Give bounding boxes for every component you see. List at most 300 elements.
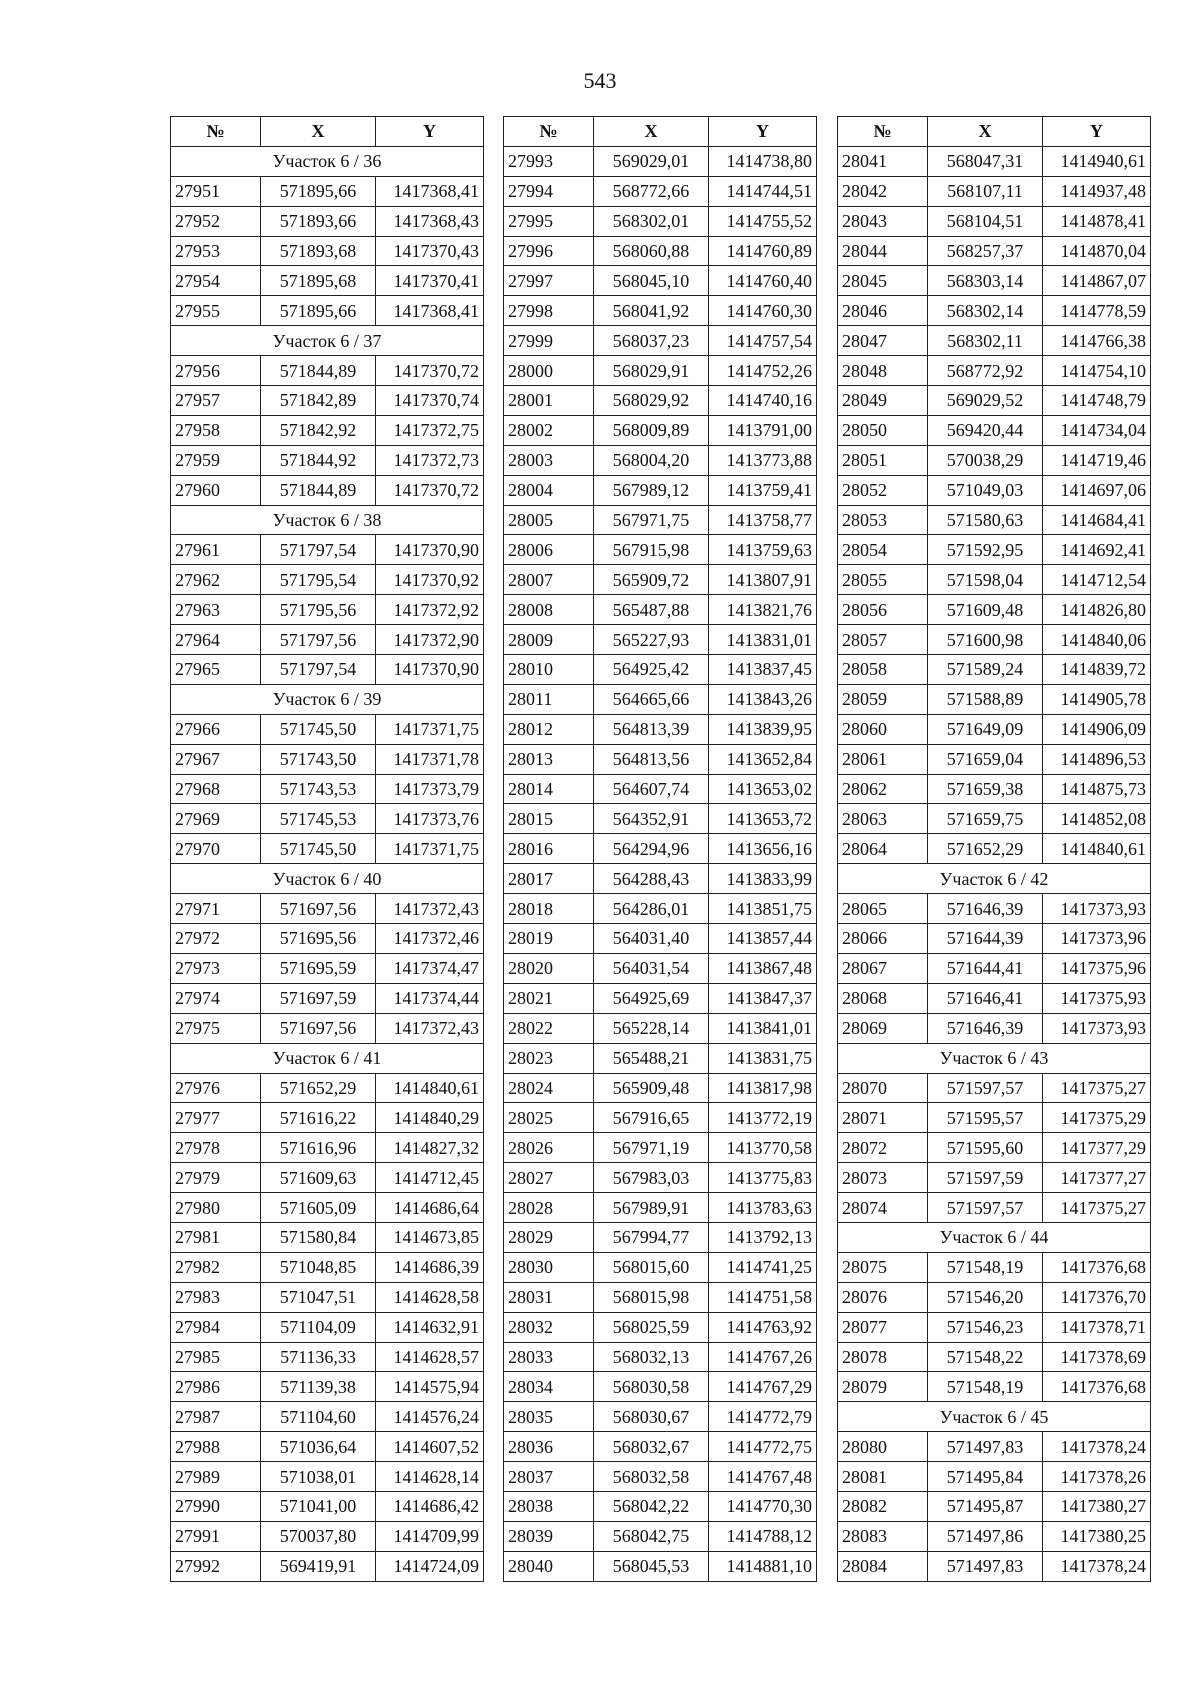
y-coordinate-cell: 1414734,04 xyxy=(1043,415,1151,445)
table-row xyxy=(838,475,1151,505)
x-coordinate-cell: 571595,57 xyxy=(928,1103,1043,1133)
table-row xyxy=(504,983,817,1013)
point-number-cell: 28068 xyxy=(838,983,928,1013)
x-coordinate-cell: 571646,41 xyxy=(928,983,1043,1013)
point-number-cell: 28062 xyxy=(838,774,928,804)
x-coordinate-cell: 571646,39 xyxy=(928,894,1043,924)
table-row xyxy=(171,625,484,655)
y-coordinate-cell: 1417371,75 xyxy=(376,834,484,864)
y-coordinate-cell: 1414940,61 xyxy=(1043,146,1151,176)
y-coordinate-cell: 1417370,41 xyxy=(376,266,484,296)
table-row xyxy=(838,445,1151,475)
point-number-cell: 28022 xyxy=(504,1013,594,1043)
table-row xyxy=(504,655,817,685)
table-row xyxy=(504,296,817,326)
table-row xyxy=(838,1252,1151,1282)
table-row xyxy=(504,684,817,714)
x-coordinate-cell: 571743,53 xyxy=(261,774,376,804)
x-coordinate-cell: 564925,69 xyxy=(594,983,709,1013)
y-coordinate-cell: 1417375,96 xyxy=(1043,953,1151,983)
table-row xyxy=(504,714,817,744)
y-coordinate-cell: 1417380,27 xyxy=(1043,1491,1151,1521)
x-coordinate-cell: 565488,21 xyxy=(594,1043,709,1073)
x-coordinate-cell: 568041,92 xyxy=(594,296,709,326)
point-number-cell: 27996 xyxy=(504,236,594,266)
point-number-cell: 28081 xyxy=(838,1462,928,1492)
table-row xyxy=(171,1252,484,1282)
x-coordinate-cell: 571745,50 xyxy=(261,714,376,744)
point-number-cell: 27990 xyxy=(171,1491,261,1521)
y-coordinate-cell: 1413839,95 xyxy=(709,714,817,744)
y-coordinate-cell: 1417368,41 xyxy=(376,296,484,326)
table-row xyxy=(171,655,484,685)
y-coordinate-cell: 1414755,52 xyxy=(709,206,817,236)
y-coordinate-cell: 1414744,51 xyxy=(709,176,817,206)
point-number-cell: 28037 xyxy=(504,1462,594,1492)
point-number-cell: 28083 xyxy=(838,1521,928,1551)
point-number-cell: 28079 xyxy=(838,1372,928,1402)
y-coordinate-cell: 1413653,02 xyxy=(709,774,817,804)
table-row xyxy=(838,236,1151,266)
x-coordinate-cell: 568042,75 xyxy=(594,1521,709,1551)
y-coordinate-cell: 1414767,48 xyxy=(709,1462,817,1492)
x-coordinate-cell: 571895,68 xyxy=(261,266,376,296)
point-number-cell: 27970 xyxy=(171,834,261,864)
y-coordinate-cell: 1413758,77 xyxy=(709,505,817,535)
x-coordinate-cell: 564925,42 xyxy=(594,655,709,685)
point-number-cell: 27988 xyxy=(171,1432,261,1462)
point-number-cell: 27957 xyxy=(171,386,261,416)
y-coordinate-cell: 1414632,91 xyxy=(376,1312,484,1342)
y-coordinate-cell: 1413791,00 xyxy=(709,415,817,445)
x-coordinate-cell: 568302,01 xyxy=(594,206,709,236)
x-coordinate-cell: 568042,22 xyxy=(594,1491,709,1521)
x-coordinate-cell: 571047,51 xyxy=(261,1282,376,1312)
point-number-cell: 28074 xyxy=(838,1193,928,1223)
section-row xyxy=(838,1402,1151,1432)
point-number-cell: 27975 xyxy=(171,1013,261,1043)
point-number-cell: 27962 xyxy=(171,565,261,595)
coordinates-table-1 xyxy=(170,116,484,1582)
table-row xyxy=(504,1312,817,1342)
point-number-cell: 28056 xyxy=(838,595,928,625)
point-number-cell: 27963 xyxy=(171,595,261,625)
y-coordinate-cell: 1414770,30 xyxy=(709,1491,817,1521)
header-number: № xyxy=(838,117,928,147)
table-row xyxy=(838,1103,1151,1133)
point-number-cell: 27994 xyxy=(504,176,594,206)
y-coordinate-cell: 1413773,88 xyxy=(709,445,817,475)
point-number-cell: 27959 xyxy=(171,445,261,475)
y-coordinate-cell: 1417368,43 xyxy=(376,206,484,236)
point-number-cell: 28014 xyxy=(504,774,594,804)
section-row xyxy=(171,326,484,356)
table-row xyxy=(171,1551,484,1581)
table-row xyxy=(504,1043,817,1073)
x-coordinate-cell: 571616,96 xyxy=(261,1133,376,1163)
x-coordinate-cell: 571609,48 xyxy=(928,595,1043,625)
section-row xyxy=(838,1222,1151,1252)
point-number-cell: 28054 xyxy=(838,535,928,565)
y-coordinate-cell: 1417372,75 xyxy=(376,415,484,445)
x-coordinate-cell: 564286,01 xyxy=(594,894,709,924)
point-number-cell: 27979 xyxy=(171,1163,261,1193)
x-coordinate-cell: 569420,44 xyxy=(928,415,1043,445)
x-coordinate-cell: 571697,56 xyxy=(261,1013,376,1043)
x-coordinate-cell: 571797,54 xyxy=(261,535,376,565)
point-number-cell: 28018 xyxy=(504,894,594,924)
table-row xyxy=(838,505,1151,535)
x-coordinate-cell: 568257,37 xyxy=(928,236,1043,266)
y-coordinate-cell: 1413772,19 xyxy=(709,1103,817,1133)
x-coordinate-cell: 571041,00 xyxy=(261,1491,376,1521)
x-coordinate-cell: 571745,53 xyxy=(261,804,376,834)
table-row xyxy=(171,595,484,625)
y-coordinate-cell: 1417374,47 xyxy=(376,953,484,983)
table-row xyxy=(504,953,817,983)
y-coordinate-cell: 1414692,41 xyxy=(1043,535,1151,565)
table-row xyxy=(504,1462,817,1492)
point-number-cell: 28058 xyxy=(838,655,928,685)
table-row xyxy=(838,1073,1151,1103)
section-title: Участок 6 / 38 xyxy=(171,505,484,535)
table-row xyxy=(504,565,817,595)
y-coordinate-cell: 1413759,63 xyxy=(709,535,817,565)
point-number-cell: 28063 xyxy=(838,804,928,834)
point-number-cell: 28071 xyxy=(838,1103,928,1133)
y-coordinate-cell: 1414712,54 xyxy=(1043,565,1151,595)
x-coordinate-cell: 569029,01 xyxy=(594,146,709,176)
table-row xyxy=(504,1282,817,1312)
table-row xyxy=(838,625,1151,655)
table-row xyxy=(171,894,484,924)
point-number-cell: 27965 xyxy=(171,655,261,685)
x-coordinate-cell: 571646,39 xyxy=(928,1013,1043,1043)
x-coordinate-cell: 567971,19 xyxy=(594,1133,709,1163)
table-row xyxy=(171,1073,484,1103)
y-coordinate-cell: 1414766,38 xyxy=(1043,326,1151,356)
y-coordinate-cell: 1414763,92 xyxy=(709,1312,817,1342)
y-coordinate-cell: 1414937,48 xyxy=(1043,176,1151,206)
table-row xyxy=(504,1402,817,1432)
x-coordinate-cell: 571605,09 xyxy=(261,1193,376,1223)
point-number-cell: 28050 xyxy=(838,415,928,445)
point-number-cell: 28020 xyxy=(504,953,594,983)
y-coordinate-cell: 1413831,01 xyxy=(709,625,817,655)
x-coordinate-cell: 564288,43 xyxy=(594,864,709,894)
x-coordinate-cell: 571844,89 xyxy=(261,356,376,386)
point-number-cell: 28077 xyxy=(838,1312,928,1342)
x-coordinate-cell: 567915,98 xyxy=(594,535,709,565)
section-title: Участок 6 / 43 xyxy=(838,1043,1151,1073)
point-number-cell: 27985 xyxy=(171,1342,261,1372)
point-number-cell: 28017 xyxy=(504,864,594,894)
y-coordinate-cell: 1414740,16 xyxy=(709,386,817,416)
table-row xyxy=(838,1491,1151,1521)
y-coordinate-cell: 1414881,10 xyxy=(709,1551,817,1581)
x-coordinate-cell: 571139,38 xyxy=(261,1372,376,1402)
point-number-cell: 28082 xyxy=(838,1491,928,1521)
x-coordinate-cell: 568303,14 xyxy=(928,266,1043,296)
point-number-cell: 28027 xyxy=(504,1163,594,1193)
y-coordinate-cell: 1417372,46 xyxy=(376,924,484,954)
table-row xyxy=(171,1462,484,1492)
point-number-cell: 27955 xyxy=(171,296,261,326)
y-coordinate-cell: 1414852,08 xyxy=(1043,804,1151,834)
section-row xyxy=(838,864,1151,894)
x-coordinate-cell: 568045,10 xyxy=(594,266,709,296)
x-coordinate-cell: 571652,29 xyxy=(261,1073,376,1103)
y-coordinate-cell: 1413817,98 xyxy=(709,1073,817,1103)
point-number-cell: 28012 xyxy=(504,714,594,744)
y-coordinate-cell: 1417376,70 xyxy=(1043,1282,1151,1312)
point-number-cell: 28045 xyxy=(838,266,928,296)
x-coordinate-cell: 568029,91 xyxy=(594,356,709,386)
table-row xyxy=(504,535,817,565)
x-coordinate-cell: 571497,83 xyxy=(928,1551,1043,1581)
point-number-cell: 28038 xyxy=(504,1491,594,1521)
table-row xyxy=(504,834,817,864)
table-row xyxy=(838,924,1151,954)
y-coordinate-cell: 1414826,80 xyxy=(1043,595,1151,625)
x-coordinate-cell: 571495,84 xyxy=(928,1462,1043,1492)
x-coordinate-cell: 568032,67 xyxy=(594,1432,709,1462)
x-coordinate-cell: 571104,60 xyxy=(261,1402,376,1432)
x-coordinate-cell: 568015,60 xyxy=(594,1252,709,1282)
point-number-cell: 28031 xyxy=(504,1282,594,1312)
point-number-cell: 27956 xyxy=(171,356,261,386)
x-coordinate-cell: 564031,54 xyxy=(594,953,709,983)
y-coordinate-cell: 1417373,93 xyxy=(1043,894,1151,924)
point-number-cell: 27993 xyxy=(504,146,594,176)
point-number-cell: 27967 xyxy=(171,744,261,774)
section-title: Участок 6 / 36 xyxy=(171,146,484,176)
table-row xyxy=(838,1282,1151,1312)
header-number: № xyxy=(171,117,261,147)
point-number-cell: 27982 xyxy=(171,1252,261,1282)
y-coordinate-cell: 1414760,40 xyxy=(709,266,817,296)
point-number-cell: 27978 xyxy=(171,1133,261,1163)
table-row xyxy=(838,774,1151,804)
x-coordinate-cell: 567983,03 xyxy=(594,1163,709,1193)
y-coordinate-cell: 1417376,68 xyxy=(1043,1372,1151,1402)
point-number-cell: 28029 xyxy=(504,1222,594,1252)
point-number-cell: 28080 xyxy=(838,1432,928,1462)
table-row xyxy=(171,983,484,1013)
section-row xyxy=(838,1043,1151,1073)
y-coordinate-cell: 1417375,93 xyxy=(1043,983,1151,1013)
point-number-cell: 27958 xyxy=(171,415,261,445)
y-coordinate-cell: 1417371,78 xyxy=(376,744,484,774)
point-number-cell: 27960 xyxy=(171,475,261,505)
y-coordinate-cell: 1413831,75 xyxy=(709,1043,817,1073)
point-number-cell: 28048 xyxy=(838,356,928,386)
point-number-cell: 27953 xyxy=(171,236,261,266)
point-number-cell: 28072 xyxy=(838,1133,928,1163)
point-number-cell: 28043 xyxy=(838,206,928,236)
point-number-cell: 28046 xyxy=(838,296,928,326)
section-row xyxy=(171,684,484,714)
point-number-cell: 28032 xyxy=(504,1312,594,1342)
point-number-cell: 28015 xyxy=(504,804,594,834)
y-coordinate-cell: 1414712,45 xyxy=(376,1163,484,1193)
table-row xyxy=(504,774,817,804)
y-coordinate-cell: 1413656,16 xyxy=(709,834,817,864)
x-coordinate-cell: 568045,53 xyxy=(594,1551,709,1581)
y-coordinate-cell: 1417372,43 xyxy=(376,1013,484,1043)
x-coordinate-cell: 564813,39 xyxy=(594,714,709,744)
table-row xyxy=(838,804,1151,834)
point-number-cell: 27969 xyxy=(171,804,261,834)
point-number-cell: 28057 xyxy=(838,625,928,655)
table-row xyxy=(504,595,817,625)
x-coordinate-cell: 564665,66 xyxy=(594,684,709,714)
y-coordinate-cell: 1413652,84 xyxy=(709,744,817,774)
x-coordinate-cell: 571695,59 xyxy=(261,953,376,983)
point-number-cell: 28069 xyxy=(838,1013,928,1043)
table-row xyxy=(504,894,817,924)
point-number-cell: 28084 xyxy=(838,1551,928,1581)
table-row xyxy=(171,535,484,565)
point-number-cell: 27983 xyxy=(171,1282,261,1312)
section-row xyxy=(171,505,484,535)
x-coordinate-cell: 571797,56 xyxy=(261,625,376,655)
x-coordinate-cell: 564031,40 xyxy=(594,924,709,954)
point-number-cell: 28006 xyxy=(504,535,594,565)
table-row xyxy=(504,266,817,296)
x-coordinate-cell: 571600,98 xyxy=(928,625,1043,655)
coordinates-table-2 xyxy=(503,116,817,1582)
y-coordinate-cell: 1417370,72 xyxy=(376,356,484,386)
section-row xyxy=(171,1043,484,1073)
x-coordinate-cell: 571895,66 xyxy=(261,176,376,206)
y-coordinate-cell: 1414686,39 xyxy=(376,1252,484,1282)
point-number-cell: 28047 xyxy=(838,326,928,356)
y-coordinate-cell: 1414754,10 xyxy=(1043,356,1151,386)
x-coordinate-cell: 571048,85 xyxy=(261,1252,376,1282)
y-coordinate-cell: 1413792,13 xyxy=(709,1222,817,1252)
x-coordinate-cell: 571580,63 xyxy=(928,505,1043,535)
y-coordinate-cell: 1414778,59 xyxy=(1043,296,1151,326)
table-row xyxy=(504,356,817,386)
table-row xyxy=(171,386,484,416)
x-coordinate-cell: 571548,19 xyxy=(928,1372,1043,1402)
table-row xyxy=(504,1163,817,1193)
y-coordinate-cell: 1414840,06 xyxy=(1043,625,1151,655)
x-coordinate-cell: 567994,77 xyxy=(594,1222,709,1252)
y-coordinate-cell: 1414684,41 xyxy=(1043,505,1151,535)
x-coordinate-cell: 571745,50 xyxy=(261,834,376,864)
section-title: Участок 6 / 44 xyxy=(838,1222,1151,1252)
x-coordinate-cell: 571893,68 xyxy=(261,236,376,266)
point-number-cell: 28007 xyxy=(504,565,594,595)
table-row xyxy=(171,565,484,595)
x-coordinate-cell: 565909,48 xyxy=(594,1073,709,1103)
x-coordinate-cell: 571795,54 xyxy=(261,565,376,595)
point-number-cell: 28011 xyxy=(504,684,594,714)
table-row xyxy=(171,1193,484,1223)
y-coordinate-cell: 1414772,75 xyxy=(709,1432,817,1462)
y-coordinate-cell: 1413783,63 xyxy=(709,1193,817,1223)
point-number-cell: 27991 xyxy=(171,1521,261,1551)
table-row xyxy=(838,684,1151,714)
point-number-cell: 28044 xyxy=(838,236,928,266)
y-coordinate-cell: 1414767,29 xyxy=(709,1372,817,1402)
y-coordinate-cell: 1417372,90 xyxy=(376,625,484,655)
x-coordinate-cell: 571589,24 xyxy=(928,655,1043,685)
point-number-cell: 28041 xyxy=(838,146,928,176)
point-number-cell: 27972 xyxy=(171,924,261,954)
table-row xyxy=(838,1133,1151,1163)
y-coordinate-cell: 1417373,79 xyxy=(376,774,484,804)
point-number-cell: 27951 xyxy=(171,176,261,206)
point-number-cell: 28028 xyxy=(504,1193,594,1223)
point-number-cell: 27980 xyxy=(171,1193,261,1223)
table-row xyxy=(171,236,484,266)
y-coordinate-cell: 1414840,61 xyxy=(376,1073,484,1103)
table-row xyxy=(504,176,817,206)
y-coordinate-cell: 1413775,83 xyxy=(709,1163,817,1193)
y-coordinate-cell: 1413653,72 xyxy=(709,804,817,834)
y-coordinate-cell: 1414748,79 xyxy=(1043,386,1151,416)
table-row xyxy=(838,386,1151,416)
point-number-cell: 28073 xyxy=(838,1163,928,1193)
y-coordinate-cell: 1413841,01 xyxy=(709,1013,817,1043)
x-coordinate-cell: 568107,11 xyxy=(928,176,1043,206)
x-coordinate-cell: 571038,01 xyxy=(261,1462,376,1492)
x-coordinate-cell: 564607,74 xyxy=(594,774,709,804)
table-row xyxy=(504,1491,817,1521)
point-number-cell: 28060 xyxy=(838,714,928,744)
table-row xyxy=(171,924,484,954)
point-number-cell: 28040 xyxy=(504,1551,594,1581)
table-row xyxy=(171,206,484,236)
point-number-cell: 28067 xyxy=(838,953,928,983)
point-number-cell: 28052 xyxy=(838,475,928,505)
table-row xyxy=(838,1193,1151,1223)
y-coordinate-cell: 1414719,46 xyxy=(1043,445,1151,475)
x-coordinate-cell: 570037,80 xyxy=(261,1521,376,1551)
x-coordinate-cell: 571546,23 xyxy=(928,1312,1043,1342)
table-row xyxy=(838,565,1151,595)
table-row xyxy=(171,834,484,864)
y-coordinate-cell: 1417377,27 xyxy=(1043,1163,1151,1193)
x-coordinate-cell: 567916,65 xyxy=(594,1103,709,1133)
y-coordinate-cell: 1417375,29 xyxy=(1043,1103,1151,1133)
table-row xyxy=(504,1073,817,1103)
point-number-cell: 28025 xyxy=(504,1103,594,1133)
point-number-cell: 28055 xyxy=(838,565,928,595)
table-row xyxy=(504,1013,817,1043)
table-row xyxy=(838,1013,1151,1043)
table-row xyxy=(171,1432,484,1462)
y-coordinate-cell: 1414878,41 xyxy=(1043,206,1151,236)
table-row xyxy=(838,655,1151,685)
table-row xyxy=(504,1342,817,1372)
y-coordinate-cell: 1417375,27 xyxy=(1043,1193,1151,1223)
y-coordinate-cell: 1414757,54 xyxy=(709,326,817,356)
table-row xyxy=(504,206,817,236)
point-number-cell: 27968 xyxy=(171,774,261,804)
x-coordinate-cell: 571592,95 xyxy=(928,535,1043,565)
table-row xyxy=(504,804,817,834)
section-title: Участок 6 / 39 xyxy=(171,684,484,714)
header-y: Y xyxy=(376,117,484,147)
table-row xyxy=(504,1521,817,1551)
y-coordinate-cell: 1417375,27 xyxy=(1043,1073,1151,1103)
table-row xyxy=(838,415,1151,445)
table-row xyxy=(504,1222,817,1252)
